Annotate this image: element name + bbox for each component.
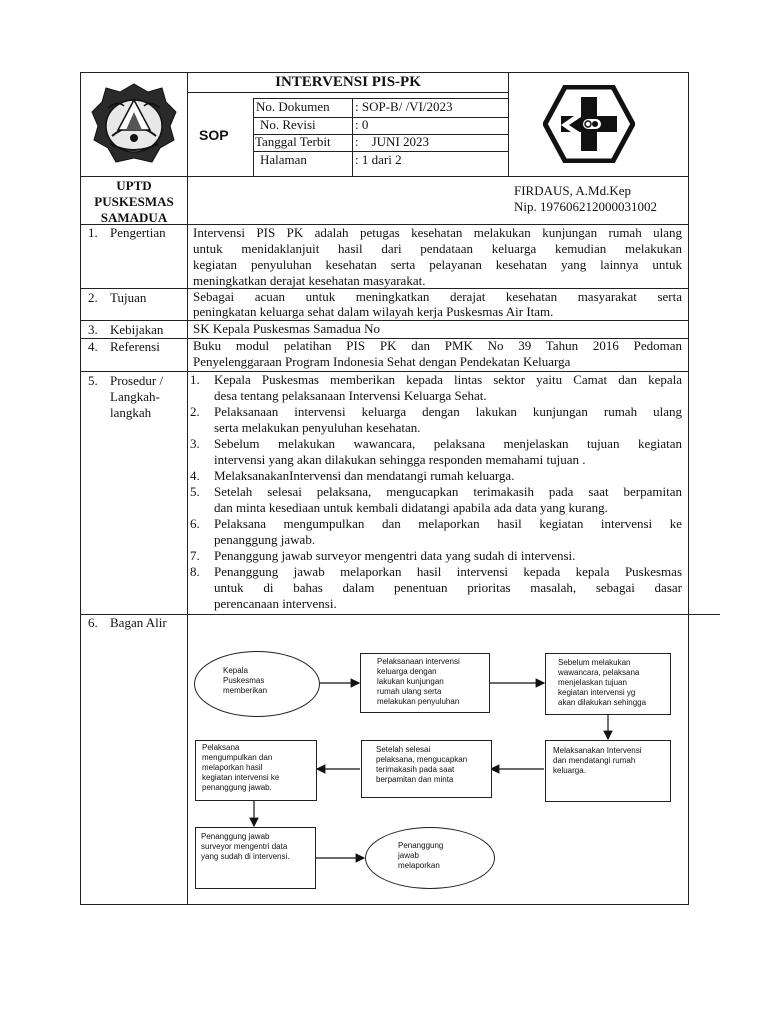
meta-value-no-dokumen: : SOP-B/ /VI/2023	[355, 99, 453, 114]
meta-label-halaman: Halaman	[260, 152, 307, 167]
regency-emblem-logo	[88, 78, 180, 170]
document-title: INTERVENSI PIS-PK	[275, 74, 421, 90]
flow-node-penanggung-jawab-melaporkan-text: Penanggung jawab melaporkan	[398, 841, 444, 870]
section-bagan-label: Bagan Alir	[110, 615, 167, 630]
section-kebijakan-label: Kebijakan	[110, 322, 164, 337]
sop-label: SOP	[199, 127, 229, 143]
section-tujuan-label: Tujuan	[110, 290, 147, 305]
meta-value-tanggal-terbit: : JUNI 2023	[355, 134, 430, 149]
flow-node-sebelum-wawancara-text: Sebelum melakukan wawancara, pelaksana menjelaskan tujuan kegiatan intervensi yg akan dilakukan sehingga	[558, 658, 647, 707]
section-referensi-number: 4.	[88, 339, 98, 354]
flow-node-setelah-selesai-text: Setelah selesai pelaksana, mengucapkan terimakasih pada saat berpamitan dan minta	[376, 745, 468, 784]
meta-label-no-revisi: No. Revisi	[260, 117, 316, 132]
flow-node-pelaksanaan-intervensi-text: Pelaksanaan intervensi keluarga dengan lakukan kunjungan rumah ulang serta melakukan penyuluhan	[377, 657, 460, 706]
section-referensi-label: Referensi	[110, 339, 160, 354]
section-pengertian-number: 1.	[88, 225, 98, 240]
section-tujuan-number: 2.	[88, 290, 98, 305]
signatory-name: FIRDAUS, A.Md.Kep	[514, 183, 632, 198]
meta-label-tanggal-terbit: Tanggal Terbit	[255, 134, 331, 149]
meta-label-no-dokumen: No. Dokumen	[256, 99, 330, 114]
puskesmas-logo	[543, 85, 635, 163]
section-bagan-number: 6.	[88, 615, 98, 630]
flow-node-melaksanakan-intervensi-text: Melaksanakan Intervensi dan mendatangi rumah keluarga.	[553, 746, 642, 775]
flowchart	[188, 615, 688, 904]
section-kebijakan-text: SK Kepala Puskesmas Samadua No	[193, 321, 381, 336]
section-prosedur-label: Prosedur / Langkah- langkah	[110, 373, 164, 420]
flow-node-pelaksana-mengumpulkan-text: Pelaksana mengumpulkan dan melaporkan hasil kegiatan intervensi ke penanggung jawab.	[202, 743, 280, 792]
section-kebijakan-number: 3.	[88, 322, 98, 337]
signatory-nip: Nip. 197606212000031002	[514, 199, 657, 214]
org-name: UPTD PUSKESMAS SAMADUA	[94, 178, 174, 225]
meta-value-halaman: : 1 dari 2	[355, 152, 402, 167]
flow-node-surveyor-entri-text: Penanggung jawab surveyor mengentri data yang sudah di intervensi.	[201, 832, 290, 861]
section-pengertian-label: Pengertian	[110, 225, 166, 240]
flow-node-kepala-puskesmas-text: Kepala Puskesmas memberikan	[223, 666, 268, 695]
meta-value-no-revisi: : 0	[355, 117, 369, 132]
section-prosedur-number: 5.	[88, 373, 98, 388]
